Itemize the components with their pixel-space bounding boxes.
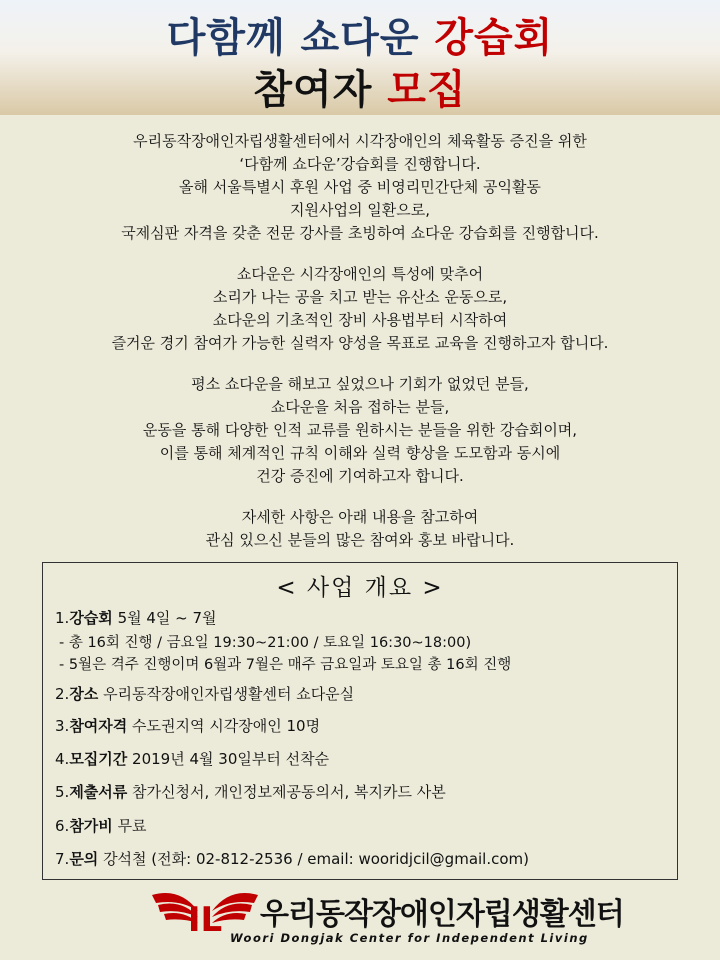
item-value: 참가신청서, 개인정보제공동의서, 복지카드 사본 [127,783,446,801]
intro-paragraph-2 [20,263,700,355]
item-number: 4. [55,750,70,768]
text-line: 쇼다운은 시각장애인의 특성에 맞추어 [236,265,484,283]
text-line: 올해 서울특별시 후원 사업 중 비영리민간단체 공익활동 [179,178,541,196]
item-number: 3. [55,717,70,735]
item-value: 무료 [112,817,147,835]
overview-item-contact [55,848,529,869]
text-line: 쇼다운의 기초적인 장비 사용법부터 시작하여 [212,311,508,329]
item-label: 강습회 [69,609,113,627]
text-line: 자세한 사항은 아래 내용을 참고하여 [241,508,479,526]
overview-item-schedule [55,607,217,628]
item-value: 5월 4일 ~ 7월 [112,609,217,627]
text-line: 운동을 통해 다양한 인적 교류를 원하시는 분들을 위한 강습회이며, [142,421,578,439]
subtitle-main: 참여자 [253,66,373,113]
item-number: 6. [55,817,70,835]
item-number: 2. [55,685,70,703]
item-label: 모집기간 [69,750,128,768]
item-value: 강석철 (전화: 02-812-2536 / email: wooridjcil@gmail.com) [98,850,529,868]
schedule-detail-1: - 총 16회 진행 / 금요일 19:30~21:00 / 토요일 16:30~18:00) [59,635,472,651]
text-line: 건강 증진에 기여하고자 합니다. [256,467,464,485]
overview-item-location [55,683,354,704]
text-line: 관심 있으신 분들의 많은 참여와 홍보 바랍니다. [205,531,515,549]
header-banner [0,0,720,115]
item-number: 5. [55,783,70,801]
overview-title: < 사업 개요 > [276,575,444,601]
intro-text [20,130,700,570]
org-name: 우리동작장애인자립생활센터 [260,897,624,932]
text-line: 지원사업의 일환으로, [290,201,430,219]
intro-paragraph-3 [20,373,700,488]
subtitle-highlight: 모집 [387,66,467,113]
text-line: 국제심판 자격을 갖춘 전문 강사를 초빙하여 쇼다운 강습회를 진행합니다. [121,224,599,242]
overview-item-recruit-period [55,748,329,769]
schedule-detail-2: - 5월은 격주 진행이며 6월과 7월은 매주 금요일과 토요일 총 16회 진행 [59,657,512,673]
title-main: 다함께 쇼다운 [166,14,420,61]
title-line-1 [0,6,720,63]
overview-item-eligibility [55,715,320,736]
text-line: 쇼다운을 처음 접하는 분들, [270,398,450,416]
overview-box [42,562,678,880]
org-english-name: Woori Dongjak Center for Independent Living [230,931,589,945]
item-number: 1. [55,609,70,627]
text-line: 즐거운 경기 참여가 가능한 실력자 양성을 목표로 교육을 진행하고자 합니다. [111,334,609,352]
text-line: 이를 통해 체계적인 규칙 이해와 실력 향상을 도모함과 동시에 [159,444,561,462]
item-label: 문의 [69,850,99,868]
item-value: 2019년 4월 30일부터 선착순 [127,750,330,768]
footer-logo [150,885,624,955]
overview-item-fee [55,815,147,836]
text-line: 우리동작장애인자립생활센터에서 시각장애인의 체육활동 증진을 위한 [133,132,587,150]
item-label: 제출서류 [69,783,128,801]
title-line-2 [0,58,720,115]
logo-mark-text: IL [187,900,223,940]
text-line: ‘다함께 쇼다운’강습회를 진행합니다. [239,155,481,173]
intro-paragraph-1 [20,130,700,245]
intro-paragraph-4 [20,506,700,552]
item-label: 참여자격 [69,717,128,735]
title-highlight: 강습회 [434,14,554,61]
item-number: 7. [55,850,70,868]
text-line: 평소 쇼다운을 해보고 싶었으나 기회가 없었던 분들, [191,375,529,393]
overview-item-documents [55,781,446,802]
text-line: 소리가 나는 공을 치고 받는 유산소 운동으로, [212,288,508,306]
item-value: 우리동작장애인자립생활센터 쇼다운실 [98,685,355,703]
item-label: 장소 [69,685,99,703]
item-label: 참가비 [69,817,113,835]
item-value: 수도권지역 시각장애인 10명 [127,717,321,735]
